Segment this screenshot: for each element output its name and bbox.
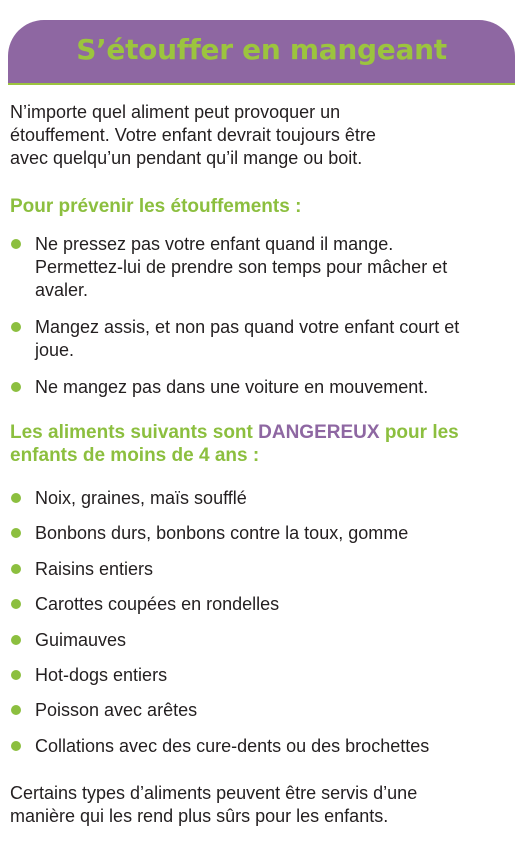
list-item	[0, 376, 515, 399]
danger-list	[0, 487, 515, 758]
danger-heading	[10, 421, 510, 467]
list-item-text: Hot-dogs entiers	[35, 664, 168, 685]
list-item-line: Ne pressez pas votre enfant quand il mange.	[35, 234, 394, 254]
intro-paragraph	[10, 101, 510, 170]
list-item-line: Mangez assis, et non pas quand votre enfant court et	[35, 317, 460, 337]
list-item	[0, 233, 515, 302]
list-item-text: Poisson avec arêtes	[35, 700, 198, 721]
bullet-dot-icon	[11, 528, 21, 538]
list-item	[0, 487, 515, 510]
bullet-dot-icon	[11, 564, 21, 574]
intro-line: avec quelqu’un pendant qu’il mange ou boit.	[10, 148, 363, 168]
list-item	[0, 316, 515, 362]
list-item-text: Noix, graines, maïs soufflé	[35, 488, 247, 508]
bullet-dot-icon	[11, 239, 21, 249]
bullet-dot-icon	[11, 493, 21, 503]
danger-heading-line2: enfants de moins de 4 ans :	[10, 445, 260, 466]
bullet-dot-icon	[11, 741, 21, 751]
list-item	[0, 593, 515, 616]
list-item-line: Permettez-lui de prendre son temps pour mâcher et	[35, 257, 448, 277]
page-title: S’étouffer en mangeant	[76, 33, 447, 66]
list-item-line: avaler.	[35, 280, 89, 300]
closing-paragraph	[10, 782, 510, 828]
bullet-dot-icon	[11, 382, 21, 392]
list-item	[0, 558, 515, 581]
list-item-text: Bonbons durs, bonbons contre la toux, gomme	[35, 523, 409, 544]
list-item	[0, 629, 515, 652]
prevent-list	[0, 233, 515, 399]
list-item-line: joue.	[35, 340, 75, 360]
intro-line: N’importe quel aliment peut provoquer un	[10, 102, 341, 122]
title-underline	[8, 83, 515, 85]
list-item-text: Collations avec des cure-dents ou des brochettes	[35, 735, 430, 756]
bullet-dot-icon	[11, 599, 21, 609]
closing-line: manière qui les rend plus sûrs pour les enfants.	[10, 806, 389, 826]
bullet-dot-icon	[11, 670, 21, 680]
list-item	[0, 735, 515, 758]
danger-heading-start: Les aliments suivants sont	[10, 422, 259, 443]
list-item	[0, 699, 515, 722]
list-item-line: Ne mangez pas dans une voiture en mouvement.	[35, 377, 429, 397]
list-item	[0, 664, 515, 687]
bullet-dot-icon	[11, 705, 21, 715]
bullet-dot-icon	[11, 322, 21, 332]
bullet-dot-icon	[11, 635, 21, 645]
list-item	[0, 522, 515, 545]
danger-emphasis: DANGEREUX	[258, 422, 380, 443]
prevent-heading: Pour prévenir les étouffements :	[10, 196, 302, 217]
list-item-text: Guimauves	[35, 629, 127, 650]
list-item-text: Raisins entiers	[35, 558, 154, 579]
danger-heading-end: pour les	[379, 422, 459, 443]
title-banner	[8, 20, 515, 83]
list-item-text: Carottes coupées en rondelles	[35, 594, 280, 615]
closing-line: Certains types d’aliments peuvent être servis d’une	[10, 783, 418, 803]
intro-line: étouffement. Votre enfant devrait toujours être	[10, 125, 376, 145]
